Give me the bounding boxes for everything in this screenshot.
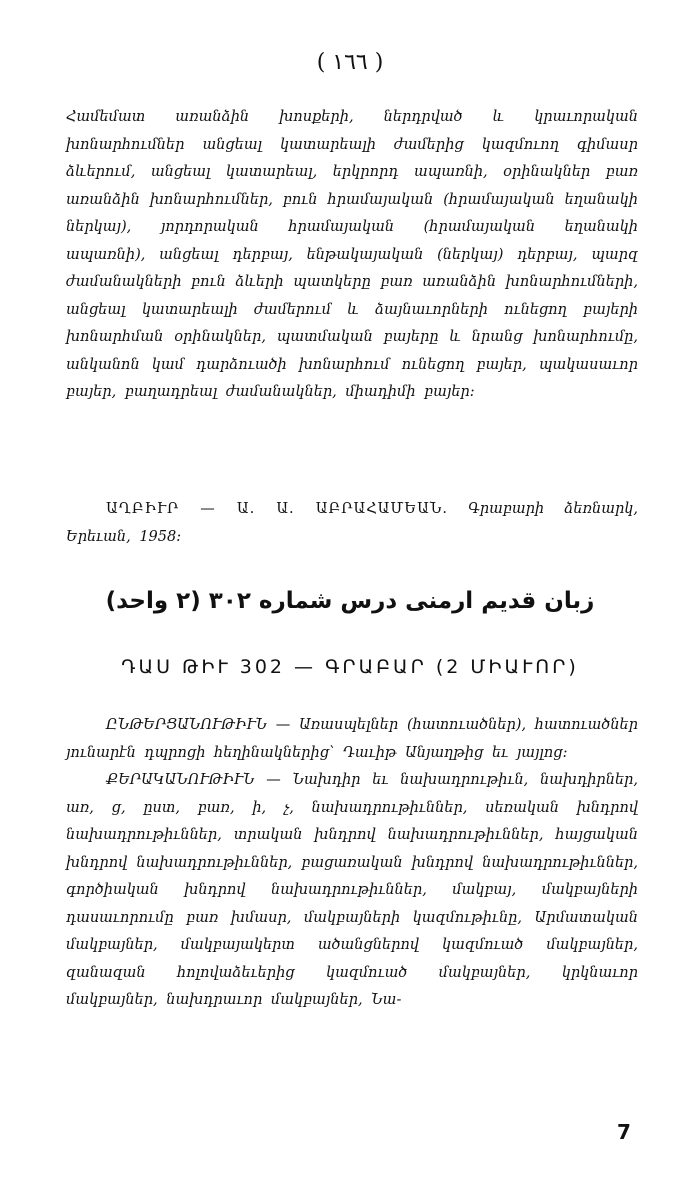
- course-content: [66, 712, 638, 1015]
- grammar-label: ՔԵՐԱԿԱՆՈՒԹԻՒՆ —: [106, 772, 281, 788]
- course-title-armenian: ԴԱՍ ԹԻՒ 302 — ԳՐԱԲԱՐ (2 ՄԻԱՒՈՐ): [121, 656, 579, 678]
- page-number-top: ( ١٦٦ ): [316, 50, 384, 75]
- page-number-bottom: 7: [617, 1120, 631, 1144]
- reference-label: ԱՂԲԻՒՐ — Ա. Ա. ԱԲՐԱՀԱՄԵԱՆ.: [106, 501, 448, 517]
- reference-text: Գրաբարի ձեռնարկ, Երեւան, 1958:: [66, 501, 639, 545]
- reading-paragraph: [66, 712, 638, 767]
- grammar-paragraph: [66, 767, 638, 1015]
- grammar-text: Նախդիր եւ նախադրութիւն, նախդիրներ, առ, ց, ըստ, բառ, ի, չ, նախադրութիւններ, սեռական խնդրով նախադրութիւններ, տրական խնդրով նախադրութիւններ, հայցական խնդրով նախադրութիւններ, բացառական խնդրով նախադրութիւններ, գործիական խնդրով նախադրութիւններ, մակբայ, մակբայների դասաւորումը բառ խմասր, մակբայների կազմութիւնը, Արմատական մակբայներ, մակբայակերտ ածանցներով կազմուած մակբայներ, զանազան հոլովաձեւերից կազմուած մակբայներ, կրկնաւոր մակբայներ, նախդրաւոր մակբայներ, Նա-: [66, 772, 639, 1008]
- reference-paragraph: [66, 496, 638, 551]
- reading-label: ԸՆԹԵՐՑԱՆՈՒԹԻՒՆ —: [106, 717, 291, 733]
- course-title-persian: زبان قدیم ارمنی درس شماره ٣٠٢ (٢ واحد): [105, 588, 595, 614]
- paragraph-text: Համեմատ առանձին խոսքերի, ներդրված և կրաւորական խոնարհումներ անցեալ կատարեալի ժամերից կազմուող գիմասր ձևերում, անցեալ կատարեալ, երկրորդ ապառնի, օրինակներ բառ առանձին խոնարհումներ, բուն հրամայական (հրամայական եղանակի ներկայ), յորդորական հրամայական (հրամայական եղանակի ապառնի), անցեալ դերբայ, ենթակայական (ներկայ) դերբայ, պարզ ժամանակների բուն ձևերի պատկերը բառ առանձին խոնարհումների, անցեալ կատարեալի ժամերում և ձայնաւորների ունեցող բայերի խոնարհման օրինակներ, պատմական բայերը և նրանց խոնարհումը, անկանոն կամ դարձուածի խոնարհում ունեցող բայեր, պակասաւոր բայեր, բաղադրեալ ժամանակներ, միադիմի բայեր:: [66, 109, 638, 400]
- reading-text: Առասպելներ (հատուածներ), հատուածներ յունարէն դպրոցի հեղինակներից՝ Դաւիթ Անյաղթից եւ յայլոց:: [66, 717, 638, 761]
- section-intro-paragraph: [66, 104, 638, 407]
